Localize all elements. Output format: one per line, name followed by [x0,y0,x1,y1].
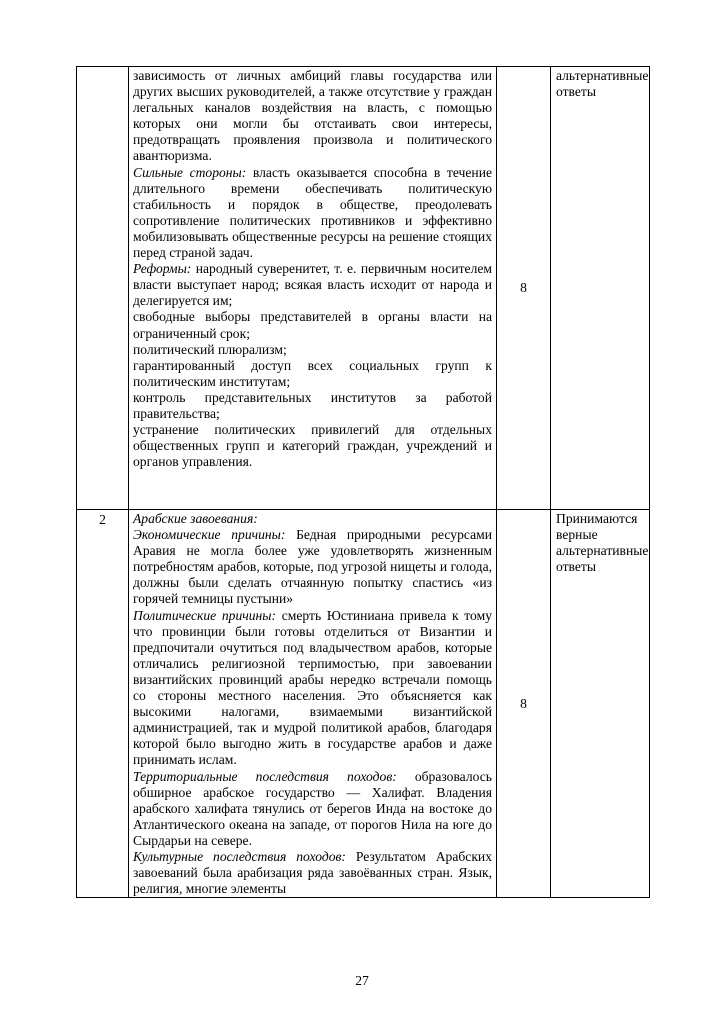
paragraph-label: Экономические причины: [133,527,286,543]
paragraph-text: власть оказывается способна в течение длительного времени обеспечивать политическую стабильность и порядок в обществе, преодолевать сопротивление политических противников и эффективно мобилизовывать общественные ресурсы на решение стоящих перед страной задач. [133,164,492,261]
paragraph-label: Арабские завоевания: [133,511,258,526]
paragraph-text: политический плюрализм; [133,341,287,357]
answer-table [76,66,650,898]
answer-paragraph [133,309,492,341]
paragraph-text: свободные выборы представителей в органы власти на ограниченный срок; [133,309,492,341]
score-value: 8 [520,279,527,295]
answer-paragraph [133,68,492,165]
paragraph-label: Реформы: [133,261,192,277]
paragraph-text: народный суверенитет, т. е. первичным носителем власти выступает народ; всякая власть исходит от народа и делегируется им; [133,261,492,309]
answer-text-cell [129,67,497,510]
answer-paragraph [133,608,492,769]
score-cell [497,510,551,898]
paragraph-text: Бедная природными ресурсами Аравия не могла более уже удовлетворять жизненным потребностям арабов, которые, под угрозой нищеты и голода, должны были сделать отчаянную попытку спастись «из горячей темницы пустыни» [133,527,492,607]
answer-paragraph [133,527,492,607]
paragraph-text: зависимость от личных амбиций главы государства или других высших руководителей, а также отсутствие у граждан легальных каналов воздействия на власть, с помощью которых они могли бы отстаивать свои интересы, предотвращать проявления произвола и политического авантюризма. [133,68,492,164]
table-row [77,67,650,510]
page-number: 27 [355,973,369,988]
score-cell [497,67,551,510]
paragraph-label: Политические причины: [133,607,277,623]
paragraph-text: Результатом Арабских завоеваний была арабизация ряда завоёванных стран. Язык, религия, многие элементы [133,848,492,897]
paragraph-text: гарантированный доступ всех социальных групп к политическим институтам; [133,357,492,389]
paragraph-text: образовалось обширное арабское государство — Халифат. Владения арабского халифата тянулись от берегов Инда на востоке до Атлантического океана на западе, от порогов Нила на юге до Сырдарьи на севере. [133,768,492,848]
note-text: альтернативные ответы [556,68,649,100]
note-cell [551,510,650,898]
row-number-cell [77,67,129,510]
paragraph-label: Территориальные последствия походов: [133,768,397,784]
answer-text-cell [129,510,497,898]
answer-paragraph [133,358,492,390]
note-cell [551,67,650,510]
answer-paragraph [133,165,492,262]
paragraph-text: устранение политических привилегий для отдельных общественных групп и категорий граждан, учреждений и органов управления. [133,422,492,470]
answer-paragraph [133,422,492,470]
answer-paragraph [133,849,492,897]
row-number-cell [77,510,129,898]
answer-paragraph [133,390,492,422]
score-value: 8 [520,695,527,711]
answer-paragraph [133,261,492,309]
answer-paragraph [133,769,492,849]
answer-paragraph [133,511,492,527]
answer-paragraph [133,342,492,358]
paragraph-text: смерть Юстиниана привела к тому что провинции были готовы отделиться от Византии и предпочитали очутиться под владычеством арабов, которые отличались религиозной терпимостью, при завоевании византийских провинций арабы нередко встречали помощь со стороны местного населения. Это объясняется как высокими налогами, взимаемыми византийской администрацией, так и мудрой политикой арабов, благодаря которой было выгодно жить в государстве арабов и даже принимать ислам. [133,607,492,768]
table-row [77,510,650,898]
row-number: 2 [99,512,106,527]
note-text: Принимаются верные альтернативные ответы [556,511,649,575]
paragraph-text: контроль представительных институтов за работой правительства; [133,389,492,421]
paragraph-label: Сильные стороны: [133,164,247,180]
paragraph-label: Культурные последствия походов: [133,848,346,864]
